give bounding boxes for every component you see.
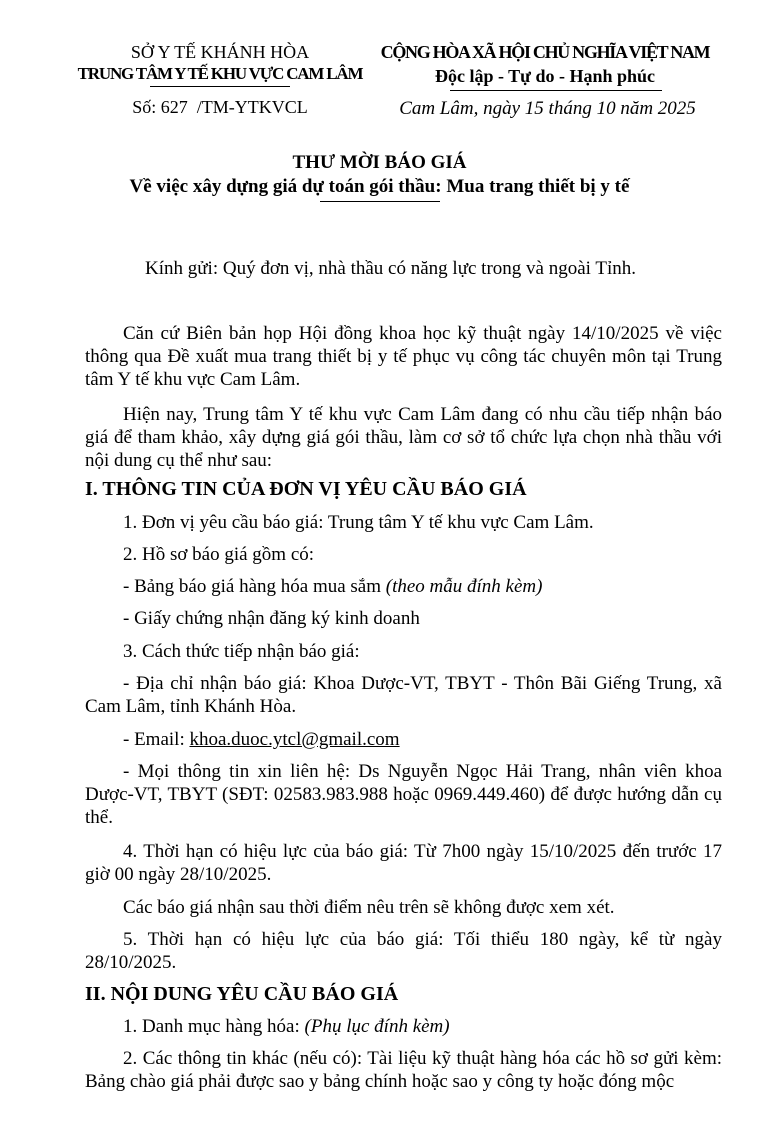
section1-contact: - Mọi thông tin xin liên hệ: Ds Nguyễn Ngọc Hải Trang, nhân viên khoa Dược-VT, TBYT (SĐT: 02583.983.988 hoặc 0969.449.460) để được hướng dẫn cụ thể.: [85, 761, 722, 828]
section1-heading: I. THÔNG TIN CỦA ĐƠN VỊ YÊU CẦU BÁO GIÁ: [85, 478, 527, 500]
section1-item4: 4. Thời hạn có hiệu lực của báo giá: Từ 7h00 ngày 15/10/2025 đến trước 17 giờ 00 ngày 28/10/2025.: [85, 841, 722, 885]
email-label: - Email:: [123, 729, 190, 750]
section2-item2: 2. Các thông tin khác (nếu có): Tài liệu kỹ thuật hàng hóa các hồ sơ gửi kèm: Bảng chào giá phải được sao y bảng chính hoặc sao y công ty hoặc đóng mộc: [85, 1048, 722, 1092]
item1-text: 1. Danh mục hàng hóa:: [123, 1016, 305, 1037]
bullet1-text: - Bảng báo giá hàng hóa mua sắm: [123, 576, 386, 597]
motto: Độc lập - Tự do - Hạnh phúc: [434, 66, 656, 86]
section1-item5: 5. Thời hạn có hiệu lực của báo giá: Tối thiểu 180 ngày, kể từ ngày 28/10/2025.: [85, 929, 722, 973]
section1-address: - Địa chỉ nhận báo giá: Khoa Dược-VT, TBYT - Thôn Bãi Giếng Trung, xã Cam Lâm, tỉnh Khánh Hòa.: [85, 673, 722, 717]
paragraph-need: Hiện nay, Trung tâm Y tế khu vực Cam Lâm đang có nhu cầu tiếp nhận báo giá để tham khảo, xây dựng giá gói thầu, làm cơ sở tổ chức lựa chọn nhà thầu với nội dung cụ thể như sau:: [85, 404, 722, 471]
doc-number: Số: 627 /TM-YTKVCL: [132, 97, 308, 117]
subtitle-underline: [320, 201, 440, 202]
section1-email: [85, 728, 722, 751]
doc-title: THƯ MỜI BÁO GIÁ: [292, 152, 467, 173]
section1-bullet2: - Giấy chứng nhận đăng ký kinh doanh: [123, 608, 420, 629]
section1-item3: 3. Cách thức tiếp nhận báo giá:: [123, 641, 360, 662]
section1-item2: 2. Hồ sơ báo giá gồm có:: [123, 544, 315, 565]
item1-note: (Phụ lục đính kèm): [304, 1016, 450, 1037]
agency-underline: [150, 86, 290, 87]
section2-item1: [85, 1015, 722, 1038]
section1-bullet1: [85, 575, 722, 598]
nation-title: CỘNG HÒA XÃ HỘI CHỦ NGHĨA VIỆT NAM: [380, 42, 710, 62]
section1-item1: 1. Đơn vị yêu cầu báo giá: Trung tâm Y tế khu vực Cam Lâm.: [123, 512, 594, 533]
agency-parent: SỞ Y TẾ KHÁNH HÒA: [130, 42, 310, 62]
bullet1-note: (theo mẫu đính kèm): [385, 576, 543, 597]
email-link[interactable]: khoa.duoc.ytcl@gmail.com: [189, 729, 400, 750]
paragraph-basis: Căn cứ Biên bản họp Hội đồng khoa học kỹ thuật ngày 14/10/2025 về việc thông qua Đề xuất mua trang thiết bị y tế phục vụ công tác chuyên môn tại Trung tâm Y tế khu vực Cam Lâm.: [85, 323, 722, 390]
doc-subtitle: Về việc xây dựng giá dự toán gói thầu: Mua trang thiết bị y tế: [129, 176, 630, 197]
recipient: Kính gửi: Quý đơn vị, nhà thầu có năng lực trong và ngoài Tỉnh.: [145, 258, 636, 279]
place-date: Cam Lâm, ngày 15 tháng 10 năm 2025: [399, 98, 696, 119]
agency-name: TRUNG TÂM Y TẾ KHU VỰC CAM LÂM: [77, 64, 363, 83]
section2-heading: II. NỘI DUNG YÊU CẦU BÁO GIÁ: [85, 983, 399, 1005]
section1-note: Các báo giá nhận sau thời điểm nêu trên sẽ không được xem xét.: [123, 897, 615, 918]
motto-underline: [450, 90, 662, 91]
